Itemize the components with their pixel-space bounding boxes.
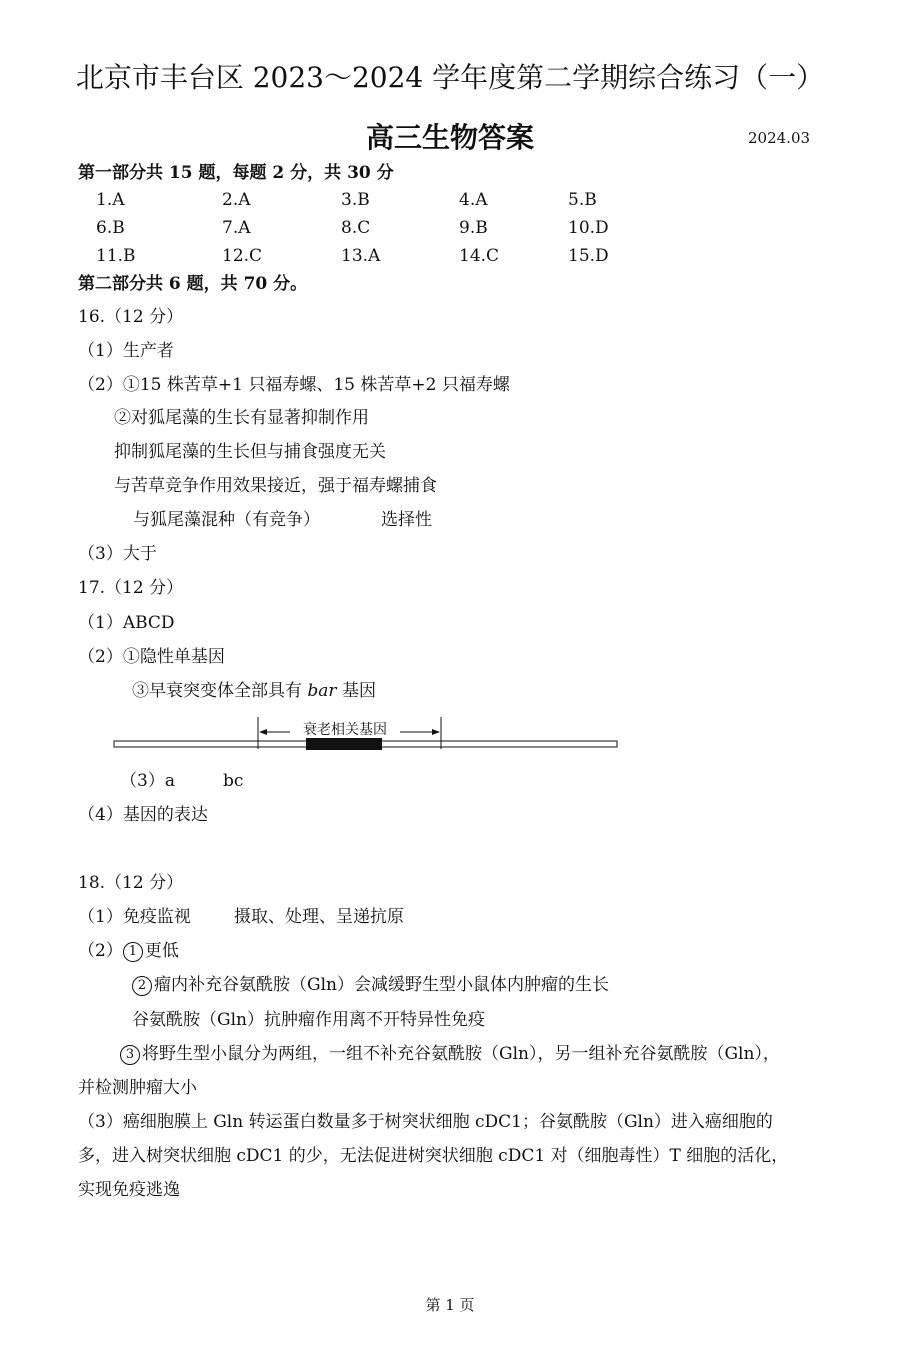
part1-heading: 第一部分共 15 题，每题 2 分，共 30 分 xyxy=(78,163,394,183)
date: 2024.03 xyxy=(748,129,811,147)
q18-line: （2） 1 更低 xyxy=(78,941,179,961)
q18-line: 2 瘤内补充谷氨酰胺（Gln）会减缓野生型小鼠体内肿瘤的生长 xyxy=(132,974,609,996)
answer-cell: 6.B xyxy=(96,218,125,238)
answer-cell: 5.B xyxy=(568,190,597,210)
page-number: 第 1 页 xyxy=(425,1296,475,1314)
q16-line: （1）生产者 xyxy=(78,341,174,361)
answer-cell: 1.A xyxy=(96,190,125,210)
gene-diagram xyxy=(110,712,622,754)
q17-line: bc xyxy=(223,771,244,791)
gene-block xyxy=(306,738,382,750)
answer-cell: 11.B xyxy=(96,246,136,266)
q18-line: 摄取、处理、呈递抗原 xyxy=(234,907,404,927)
q16-header: 16.（12 分） xyxy=(78,307,184,327)
q16-line: 抑制狐尾藻的生长但与捕食强度无关 xyxy=(114,442,386,462)
q16-line: （3）大于 xyxy=(78,544,157,564)
answer-cell: 14.C xyxy=(459,246,500,266)
answer-cell: 10.D xyxy=(568,218,609,238)
q17-line: （4）基因的表达 xyxy=(78,805,208,825)
answer-cell: 7.A xyxy=(222,218,251,238)
circled-number: 3 xyxy=(120,1045,140,1065)
circled-number: 1 xyxy=(123,942,143,962)
answer-cell: 3.B xyxy=(341,190,370,210)
q17-line: ③早衰突变体全部具有 bar 基因 xyxy=(132,681,376,701)
q18-line: 谷氨酰胺（Gln）抗肿瘤作用离不开特异性免疫 xyxy=(132,1010,485,1030)
q18-line: 并检测肿瘤大小 xyxy=(78,1078,197,1098)
part2-heading: 第二部分共 6 题，共 70 分。 xyxy=(78,274,308,294)
q18-line: 多，进入树突状细胞 cDC1 的少，无法促进树突状细胞 cDC1 对（细胞毒性）T 细胞的活化， xyxy=(78,1146,789,1166)
answer-cell: 4.A xyxy=(459,190,488,210)
answer-cell: 9.B xyxy=(459,218,488,238)
q18-header: 18.（12 分） xyxy=(78,873,184,893)
q17-line: （3）a xyxy=(120,771,175,791)
q16-line: 选择性 xyxy=(381,510,432,530)
answer-cell: 8.C xyxy=(341,218,371,238)
gene-name: bar xyxy=(307,681,337,701)
answer-cell: 15.D xyxy=(568,246,609,266)
circled-number: 2 xyxy=(132,976,152,996)
q17-line: （2）①隐性单基因 xyxy=(78,647,225,667)
page-subtitle: 高三生物答案 xyxy=(365,121,534,154)
q16-line: ②对狐尾藻的生长有显著抑制作用 xyxy=(114,408,369,428)
q16-line: （2）①15 株苦草+1 只福寿螺、15 株苦草+2 只福寿螺 xyxy=(78,375,510,395)
answer-cell: 12.C xyxy=(222,246,263,266)
q18-line: 3 将野生型小鼠分为两组，一组不补充谷氨酰胺（Gln），另一组补充谷氨酰胺（Gln）， xyxy=(120,1043,780,1065)
answer-cell: 2.A xyxy=(222,190,251,210)
gene-label: 衰老相关基因 xyxy=(303,722,387,738)
answer-cell: 13.A xyxy=(341,246,381,266)
q17-line: （1）ABCD xyxy=(78,613,175,633)
q16-line: 与狐尾藻混种（有竞争） xyxy=(133,510,320,530)
q17-header: 17.（12 分） xyxy=(78,578,184,598)
q18-line: （3）癌细胞膜上 Gln 转运蛋白数量多于树突状细胞 cDC1；谷氨酰胺（Gln）进入癌细胞的 xyxy=(78,1112,773,1132)
page-title: 北京市丰台区 2023～2024 学年度第二学期综合练习（一） xyxy=(75,61,825,94)
q18-line: （1）免疫监视 xyxy=(78,907,191,927)
q18-line: 实现免疫逃逸 xyxy=(78,1180,180,1200)
q16-line: 与苦草竞争作用效果接近，强于福寿螺捕食 xyxy=(114,476,437,496)
